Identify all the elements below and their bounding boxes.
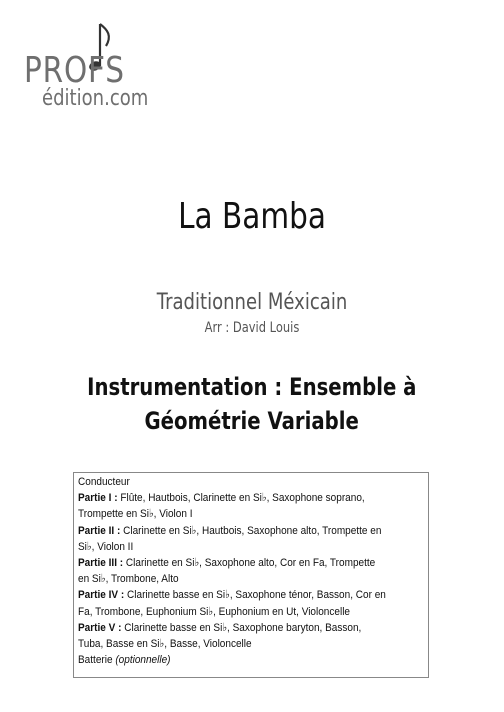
instrumentation-heading	[0, 370, 504, 438]
logo-domain: édition.com	[42, 86, 149, 111]
part-5-line-cont: Tuba, Basse en Si♭, Basse, Violoncelle	[78, 638, 252, 651]
part-3-line	[78, 555, 422, 571]
part-4-line-cont: Fa, Trombone, Euphonium Si♭, Euphonium en Ut, Violoncelle	[78, 605, 351, 618]
drums-line	[78, 652, 422, 668]
part-4-text: Clarinette basse en Si♭, Saxophone ténor, Basson, Cor en	[124, 589, 386, 602]
part-3-label: Partie III :	[78, 557, 124, 570]
publisher-logo	[24, 20, 184, 120]
composer: Traditionnel Méxicain	[156, 290, 348, 315]
part-5-line	[78, 620, 422, 636]
part-2-label: Partie II :	[78, 524, 121, 537]
part-4-label: Partie IV :	[78, 589, 125, 602]
part-1-text: Flûte, Hautbois, Clarinette en Si♭, Saxophone soprano,	[117, 492, 365, 505]
parts-list-box	[73, 472, 429, 678]
score-title: La Bamba	[178, 196, 326, 237]
instrumentation-line-1: Instrumentation : Ensemble à	[87, 373, 417, 401]
part-5-label: Partie V :	[78, 621, 122, 634]
instrumentation-line-2: Géométrie Variable	[144, 407, 360, 435]
drums-optional-note: (optionnelle)	[115, 654, 171, 667]
part-5-text: Clarinette basse en Si♭, Saxophone baryton, Basson,	[121, 621, 362, 634]
part-1-label: Partie I :	[78, 492, 118, 505]
part-4-line	[78, 587, 422, 603]
part-1-line	[78, 490, 422, 506]
part-3-line-cont: en Si♭, Trombone, Alto	[78, 573, 179, 586]
conductor-line: Conducteur	[78, 476, 130, 488]
part-2-text: Clarinette en Si♭, Hautbois, Saxophone alto, Trompette en	[120, 524, 382, 537]
arranger: Arr : David Louis	[204, 320, 300, 336]
part-3-text: Clarinette en Si♭, Saxophone alto, Cor en Fa, Trompette	[123, 557, 376, 570]
part-1-line-cont: Trompette en Si♭, Violon I	[78, 508, 193, 521]
part-2-line-cont: Si♭, Violon II	[78, 540, 134, 553]
part-2-line	[78, 523, 422, 539]
logo-wordmark: PROFS	[24, 50, 125, 91]
drums-label: Batterie	[78, 654, 116, 667]
